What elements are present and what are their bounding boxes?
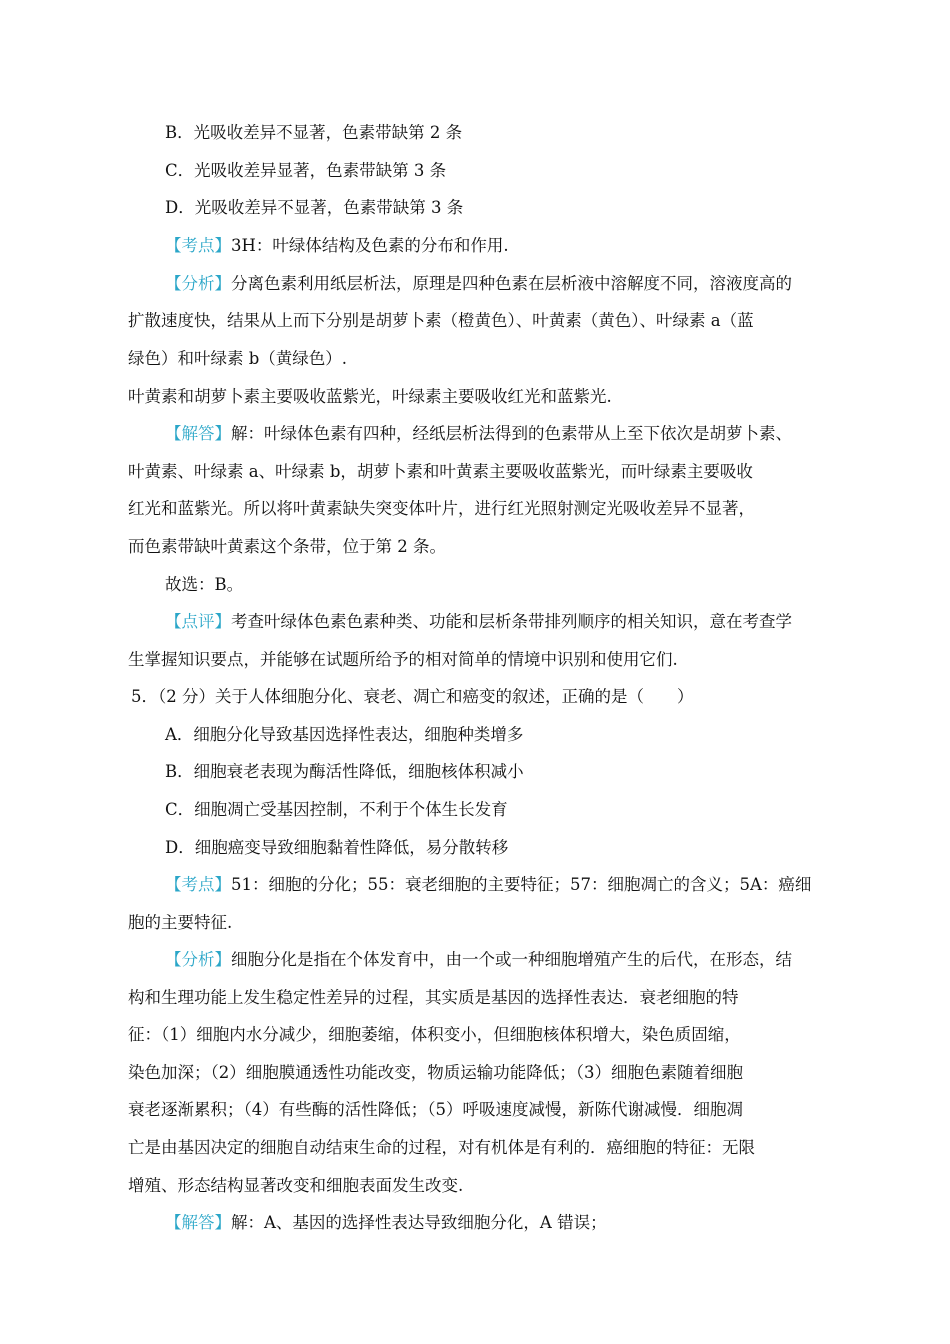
- q5-option-d: D．细胞癌变导致细胞黏着性降低，易分散转移: [165, 838, 509, 857]
- q4-kaodian: [165, 234, 509, 258]
- q5-kaodian-line-1: [165, 873, 811, 897]
- q5-option-b: B．细胞衰老表现为酶活性降低，细胞核体积减小: [165, 762, 524, 781]
- q5-stem: 5．（2 分）关于人体细胞分化、衰老、凋亡和癌变的叙述，正确的是（ ）: [131, 687, 694, 706]
- dianping-tag: 【点评】: [165, 612, 231, 631]
- kaodian-tag: 【考点】: [165, 875, 231, 894]
- q5-fenxi-line-7: 增殖、形态结构显著改变和细胞表面发生改变.: [128, 1176, 464, 1195]
- q5-option-c: C．细胞凋亡受基因控制，不利于个体生长发育: [165, 800, 508, 819]
- q5-fenxi-line-3: 征：（1）细胞内水分减少，细胞萎缩，体积变小，但细胞核体积增大，染色质固缩，: [128, 1025, 741, 1044]
- q5-fenxi-line-4: 染色加深；（2）细胞膜通透性功能改变，物质运输功能降低；（3）细胞色素随着细胞: [128, 1063, 743, 1082]
- q4-option-c: C．光吸收差异显著，色素带缺第 3 条: [165, 161, 447, 180]
- jieda-tag: 【解答】: [165, 1213, 231, 1232]
- jieda-text: 解：叶绿体色素有四种，经纸层析法得到的色素带从上至下依次是胡萝卜素、: [231, 424, 792, 443]
- q4-dianping-line-2: 生掌握知识要点，并能够在试题所给予的相对简单的情境中识别和使用它们.: [128, 650, 678, 669]
- q4-answer: 故选：B。: [165, 575, 244, 594]
- jieda-text: 解：A、基因的选择性表达导致细胞分化，A 错误；: [231, 1213, 607, 1232]
- q5-fenxi-line-6: 亡是由基因决定的细胞自动结束生命的过程，对有机体是有利的．癌细胞的特征：无限: [128, 1138, 755, 1157]
- q4-jieda-line-2: 叶黄素、叶绿素 a、叶绿素 b，胡萝卜素和叶黄素主要吸收蓝紫光，而叶绿素主要吸收: [128, 462, 753, 481]
- q4-fenxi-line-4: 叶黄素和胡萝卜素主要吸收蓝紫光，叶绿素主要吸收红光和蓝紫光.: [128, 387, 612, 406]
- q4-jieda-line-1: [165, 422, 792, 446]
- q5-option-a: A．细胞分化导致基因选择性表达，细胞种类增多: [165, 725, 524, 744]
- kaodian-tag: 【考点】: [165, 236, 231, 255]
- jieda-tag: 【解答】: [165, 424, 231, 443]
- q4-fenxi-line-1: [165, 272, 792, 296]
- q4-option-d: D．光吸收差异不显著，色素带缺第 3 条: [165, 198, 464, 217]
- kaodian-text: 3H：叶绿体结构及色素的分布和作用.: [231, 236, 509, 255]
- q5-fenxi-line-2: 构和生理功能上发生稳定性差异的过程，其实质是基因的选择性表达．衰老细胞的特: [128, 988, 739, 1007]
- fenxi-text: 分离色素利用纸层析法，原理是四种色素在层析液中溶解度不同，溶液度高的: [231, 274, 792, 293]
- q5-fenxi-line-5: 衰老逐渐累积；（4）有些酶的活性降低；（5）呼吸速度减慢，新陈代谢减慢．细胞凋: [128, 1100, 743, 1119]
- q4-fenxi-line-3: 绿色）和叶绿素 b（黄绿色）.: [128, 349, 348, 368]
- q4-jieda-line-4: 而色素带缺叶黄素这个条带，位于第 2 条。: [128, 537, 446, 556]
- q5-kaodian-line-2: 胞的主要特征.: [128, 913, 233, 932]
- fenxi-tag: 【分析】: [165, 274, 231, 293]
- q4-fenxi-line-2: 扩散速度快，结果从上而下分别是胡萝卜素（橙黄色）、叶黄素（黄色）、叶绿素 a（蓝: [128, 311, 754, 330]
- fenxi-tag: 【分析】: [165, 950, 231, 969]
- q4-dianping-line-1: [165, 610, 792, 634]
- dianping-text: 考查叶绿体色素色素种类、功能和层析条带排列顺序的相关知识，意在考查学: [231, 612, 792, 631]
- q4-jieda-line-3: 红光和蓝紫光。所以将叶黄素缺失突变体叶片，进行红光照射测定光吸收差异不显著，: [128, 499, 755, 518]
- kaodian-text: 51：细胞的分化；55：衰老细胞的主要特征；57：细胞凋亡的含义；5A：癌细: [231, 875, 812, 894]
- q4-option-b: B．光吸收差异不显著，色素带缺第 2 条: [165, 123, 463, 142]
- q5-fenxi-line-1: [165, 948, 792, 972]
- q5-jieda-line-1: [165, 1211, 607, 1235]
- fenxi-text: 细胞分化是指在个体发育中，由一个或一种细胞增殖产生的后代，在形态，结: [231, 950, 792, 969]
